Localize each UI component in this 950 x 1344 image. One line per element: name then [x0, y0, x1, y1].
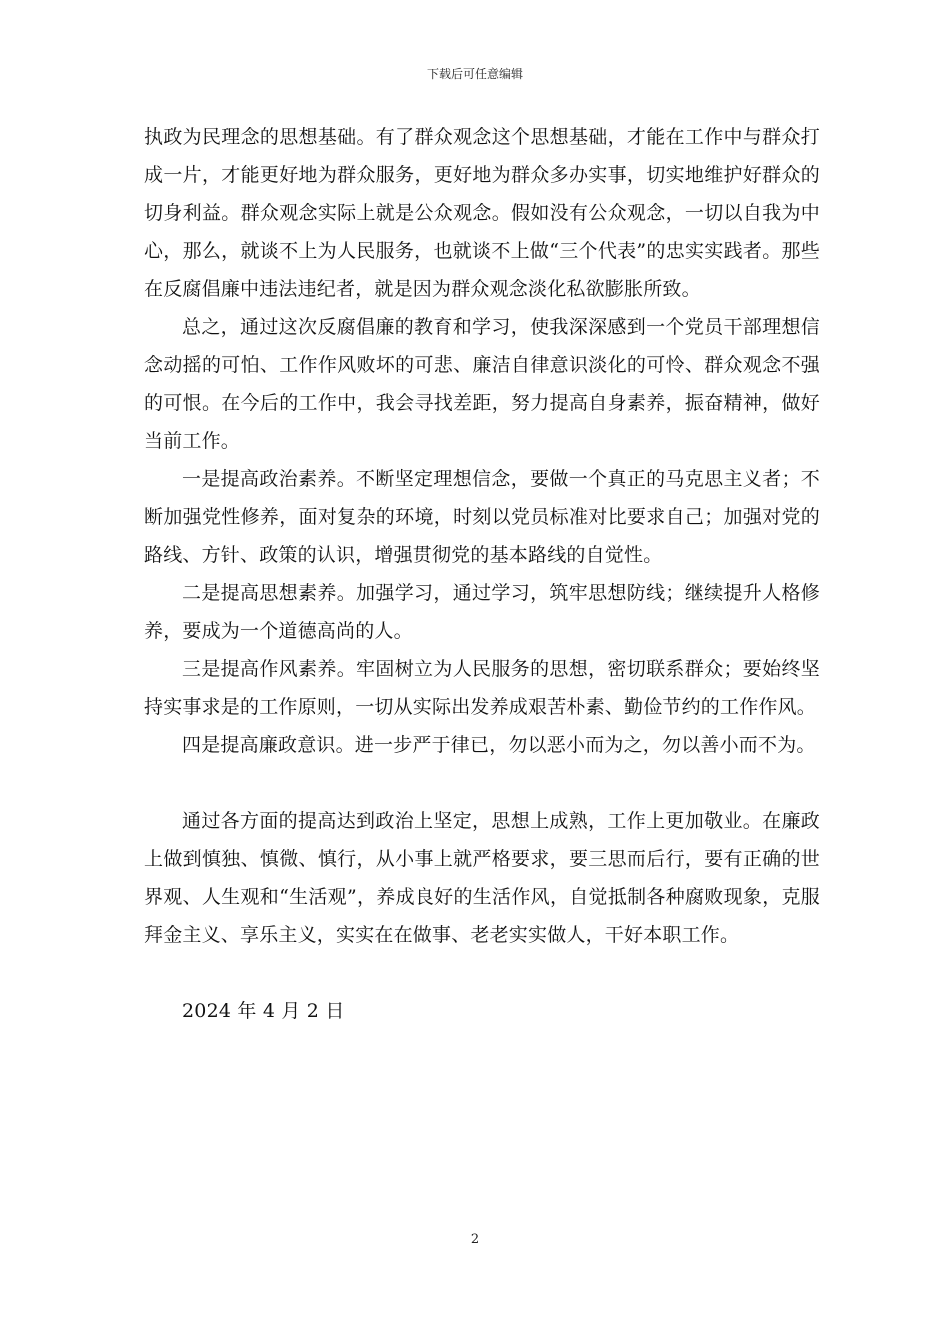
document-date: 2024 年 4 月 2 日 — [182, 1000, 345, 1022]
paragraph-conclusion: 通过各方面的提高达到政治上坚定，思想上成熟，工作上更加敬业。在廉政上做到慎独、慎微、慎行，从小事上就严格要求，要三思而后行，要有正确的世界观、人生观和“生活观”，养成良好的生活作风，自觉抵制各种腐败现象，克服拜金主义、享乐主义，实实在在做事、老老实实做人，干好本职工作。 — [144, 810, 820, 946]
blank-line — [144, 954, 820, 992]
document-body — [144, 118, 820, 1030]
paragraph-point-1: 一是提高政治素养。不断坚定理想信念，要做一个真正的马克思主义者；不断加强党性修养，面对复杂的环境，时刻以党员标准对比要求自己；加强对党的路线、方针、政策的认识，增强贯彻党的基本路线的自觉性。 — [144, 468, 820, 566]
paragraph-continuation: 执政为民理念的思想基础。有了群众观念这个思想基础，才能在工作中与群众打成一片，才能更好地为群众服务，更好地为群众多办实事，切实地维护好群众的切身利益。群众观念实际上就是公众观念。假如没有公众观念，一切以自我为中心，那么，就谈不上为人民服务，也就谈不上做“三个代表”的忠实实践者。那些在反腐倡廉中违法违纪者，就是因为群众观念淡化私欲膨胀所致。 — [144, 126, 820, 300]
paragraph-point-2: 二是提高思想素养。加强学习，通过学习，筑牢思想防线；继续提升人格修养，要成为一个道德高尚的人。 — [144, 582, 820, 642]
blank-line — [144, 764, 820, 802]
page-number: 2 — [470, 1232, 480, 1247]
paragraph-summary: 总之，通过这次反腐倡廉的教育和学习，使我深深感到一个党员干部理想信念动摇的可怕、工作作风败坏的可悲、廉洁自律意识淡化的可怜、群众观念不强的可恨。在今后的工作中，我会寻找差距，努力提高自身素养，振奋精神，做好当前工作。 — [144, 316, 820, 452]
paragraph-point-3: 三是提高作风素养。牢固树立为人民服务的思想，密切联系群众；要始终坚持实事求是的工作原则，一切从实际出发养成艰苦朴素、勤俭节约的工作作风。 — [144, 658, 820, 718]
page-header: 下载后可任意编辑 — [426, 67, 523, 81]
paragraph-point-4: 四是提高廉政意识。进一步严于律已，勿以恶小而为之，勿以善小而不为。 — [182, 734, 816, 756]
